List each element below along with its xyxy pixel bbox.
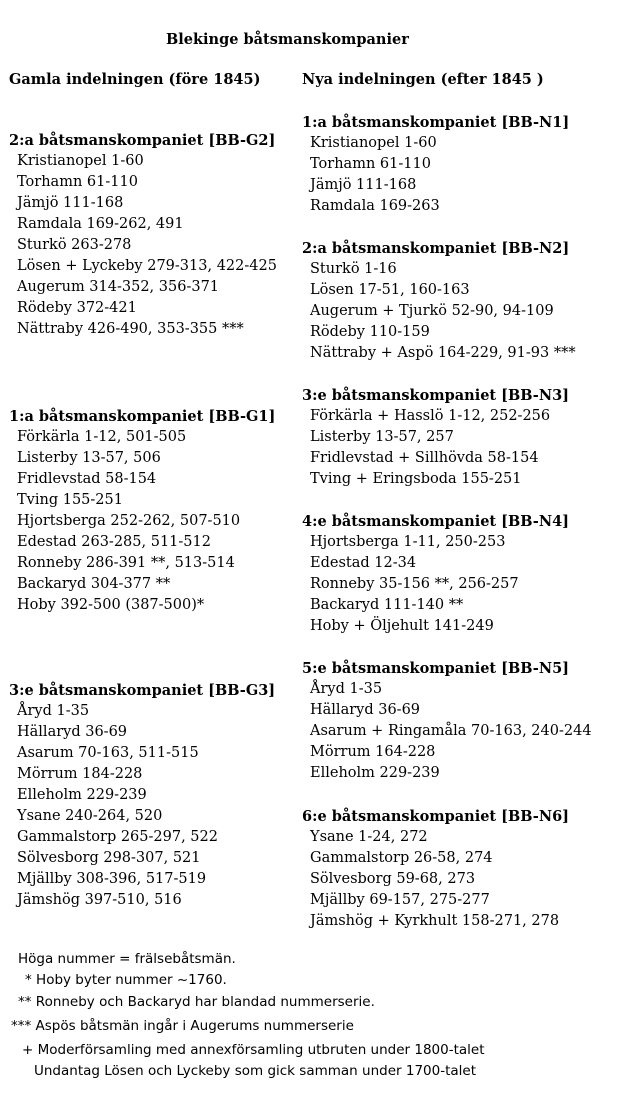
- list-item: Torhamn 61-110: [17, 174, 138, 190]
- list-item: Mjällby 308-396, 517-519: [17, 871, 207, 887]
- list-item: Augerum + Tjurkö 52-90, 94-109: [310, 303, 554, 319]
- group-heading: 4:e båtsmanskompaniet [BB-N4]: [302, 513, 570, 530]
- list-item: Förkärla 1-12, 501-505: [17, 429, 187, 445]
- note-exception: Undantag Lösen och Lyckeby som gick samman under 1700-talet: [34, 1063, 476, 1079]
- right-group-n1: [302, 112, 569, 217]
- list-item: Jämshög + Kyrkhult 158-271, 278: [310, 913, 560, 929]
- list-item: Hoby 392-500 (387-500)*: [17, 597, 205, 613]
- list-item: Mörrum 184-228: [17, 766, 143, 782]
- list-item: Fridlevstad + Sillhövda 58-154: [310, 450, 539, 466]
- right-group-n6: [302, 806, 569, 932]
- list-item: Rödeby 110-159: [310, 324, 430, 340]
- list-item: Hoby + Öljehult 141-249: [310, 618, 494, 634]
- right-group-n5: [302, 658, 592, 784]
- list-item: Torhamn 61-110: [310, 156, 431, 172]
- group-heading: 2:a båtsmanskompaniet [BB-G2]: [9, 132, 276, 149]
- list-item: Backaryd 111-140 **: [310, 597, 464, 613]
- list-item: Hjortsberga 1-11, 250-253: [310, 534, 506, 550]
- list-item: Listerby 13-57, 257: [310, 429, 454, 445]
- list-item: Nättraby 426-490, 353-355 ***: [17, 321, 244, 337]
- list-item: Sturkö 1-16: [310, 261, 397, 277]
- list-item: Rödeby 372-421: [17, 300, 137, 316]
- list-item: Åryd 1-35: [17, 703, 90, 719]
- list-item: Lösen 17-51, 160-163: [310, 282, 470, 298]
- right-group-n3: [302, 385, 569, 490]
- list-item: Sölvesborg 59-68, 273: [310, 871, 476, 887]
- list-item: Backaryd 304-377 **: [17, 576, 171, 592]
- list-item: Ramdala 169-262, 491: [17, 216, 184, 232]
- group-heading: 2:a båtsmanskompaniet [BB-N2]: [302, 240, 570, 257]
- list-item: Nättraby + Aspö 164-229, 91-93 ***: [310, 345, 576, 361]
- list-item: Kristianopel 1-60: [17, 153, 144, 169]
- list-item: Förkärla + Hasslö 1-12, 252-256: [310, 408, 551, 424]
- list-item: Ronneby 286-391 **, 513-514: [17, 555, 235, 571]
- list-item: Jämjö 111-168: [310, 177, 417, 193]
- list-item: Jämjö 111-168: [17, 195, 124, 211]
- list-item: Sölvesborg 298-307, 521: [17, 850, 201, 866]
- note-high-numbers: Höga nummer = frälsebåtsmän.: [18, 951, 236, 967]
- left-group-g3: [9, 680, 275, 911]
- group-heading: 3:e båtsmanskompaniet [BB-G3]: [9, 682, 276, 699]
- list-item: Ramdala 169-263: [310, 198, 440, 214]
- list-item: Gammalstorp 265-297, 522: [17, 829, 218, 845]
- list-item: Augerum 314-352, 356-371: [17, 279, 220, 295]
- list-item: Ronneby 35-156 **, 256-257: [310, 576, 519, 592]
- list-item: Hällaryd 36-69: [310, 702, 421, 718]
- list-item: Asarum 70-163, 511-515: [17, 745, 199, 761]
- list-item: Åryd 1-35: [310, 681, 383, 697]
- list-item: Kristianopel 1-60: [310, 135, 437, 151]
- list-item: Edestad 12-34: [310, 555, 417, 571]
- list-item: Elleholm 229-239: [17, 787, 147, 803]
- group-heading: 6:e båtsmanskompaniet [BB-N6]: [302, 808, 570, 825]
- list-item: Ysane 240-264, 520: [17, 808, 163, 824]
- left-group-g1: [9, 406, 275, 616]
- note-aspo: *** Aspös båtsmän ingår i Augerums nummerserie: [11, 1018, 354, 1034]
- group-heading: 1:a båtsmanskompaniet [BB-N1]: [302, 114, 570, 131]
- list-item: Edestad 263-285, 511-512: [17, 534, 211, 550]
- right-group-n2: [302, 238, 576, 364]
- list-item: Mörrum 164-228: [310, 744, 436, 760]
- list-item: Hjortsberga 252-262, 507-510: [17, 513, 241, 529]
- group-heading: 3:e båtsmanskompaniet [BB-N3]: [302, 387, 570, 404]
- list-item: Gammalstorp 26-58, 274: [310, 850, 493, 866]
- note-hoby: * Hoby byter nummer ~1760.: [25, 972, 227, 988]
- note-ronneby: ** Ronneby och Backaryd har blandad nummerserie.: [18, 994, 375, 1010]
- list-item: Listerby 13-57, 506: [17, 450, 161, 466]
- group-heading: 5:e båtsmanskompaniet [BB-N5]: [302, 660, 570, 677]
- list-item: Hällaryd 36-69: [17, 724, 128, 740]
- list-item: Elleholm 229-239: [310, 765, 440, 781]
- list-item: Asarum + Ringamåla 70-163, 240-244: [310, 723, 592, 739]
- group-heading: 1:a båtsmanskompaniet [BB-G1]: [9, 408, 276, 425]
- note-annex: + Moderförsamling med annexförsamling utbruten under 1800-talet: [22, 1042, 485, 1058]
- list-item: Ysane 1-24, 272: [310, 829, 428, 845]
- list-item: Tving 155-251: [17, 492, 123, 508]
- list-item: Mjällby 69-157, 275-277: [310, 892, 490, 908]
- list-item: Jämshög 397-510, 516: [17, 892, 182, 908]
- right-group-n4: [302, 511, 569, 637]
- page-title: Blekinge båtsmanskompanier: [166, 31, 409, 48]
- right-column-heading: Nya indelningen (efter 1845 ): [302, 71, 544, 88]
- list-item: Lösen + Lyckeby 279-313, 422-425: [17, 258, 277, 274]
- list-item: Sturkö 263-278: [17, 237, 132, 253]
- list-item: Tving + Eringsboda 155-251: [310, 471, 522, 487]
- left-column-heading: Gamla indelningen (före 1845): [9, 71, 261, 88]
- left-group-g2: [9, 130, 277, 340]
- list-item: Fridlevstad 58-154: [17, 471, 157, 487]
